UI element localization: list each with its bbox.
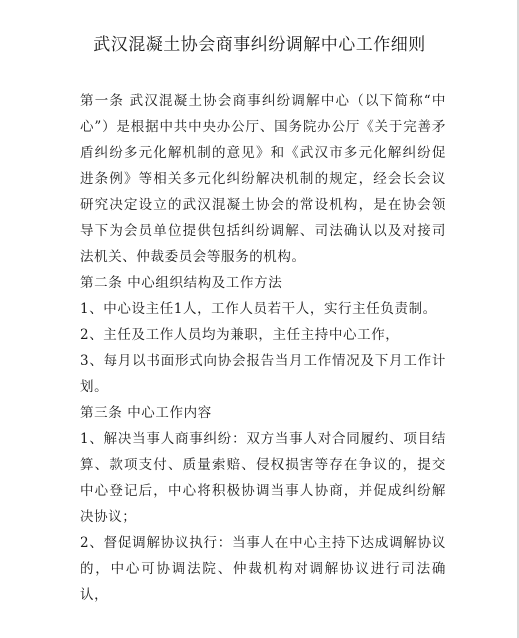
paragraph-article-2-item-1: 1、中心设主任1人，工作人员若干人，实行主任负责制。 (80, 301, 437, 317)
document-body (80, 88, 446, 608)
paragraph-article-3-item-2: 2、督促调解协议执行：当事人在中心主持下达成调解协议的，中心可协调法院、仲裁机构对调解协议进行司法确认， (80, 535, 446, 603)
paragraph-article-2-heading: 第二条 中心组织结构及工作方法 (80, 275, 283, 291)
paragraph-article-2-item-3: 3、每月以书面形式向协会报告当月工作情况及下月工作计划。 (80, 353, 446, 395)
paragraph-article-1: 第一条 武汉混凝土协会商事纠纷调解中心（以下简称“中心”）是根据中共中央办公厅、国务院办公厅《关于完善矛盾纠纷多元化解机制的意见》和《武汉市多元化解纠纷促进条例》等相关多元化纠纷解决机制的规定，经会长会议研究决定设立的武汉混凝土协会的常设机构，是在协会领导下为会员单位提供包括纠纷调解、司法确认以及对接司法机关、仲裁委员会等服务的机构。 (80, 93, 446, 265)
paragraph-article-3-heading: 第三条 中心工作内容 (80, 405, 212, 421)
paragraph-article-3-item-1: 1、解决当事人商事纠纷：双方当事人对合同履约、项目结算、款项支付、质量索赔、侵权损害等存在争议的，提交中心登记后，中心将积极协调当事人协商，并促成纠纷解决协议； (80, 431, 446, 525)
document-title: 武汉混凝土协会商事纠纷调解中心工作细则 (93, 35, 426, 55)
paragraph-article-2-item-2: 2、主任及工作人员均为兼职，主任主持中心工作， (80, 327, 400, 343)
